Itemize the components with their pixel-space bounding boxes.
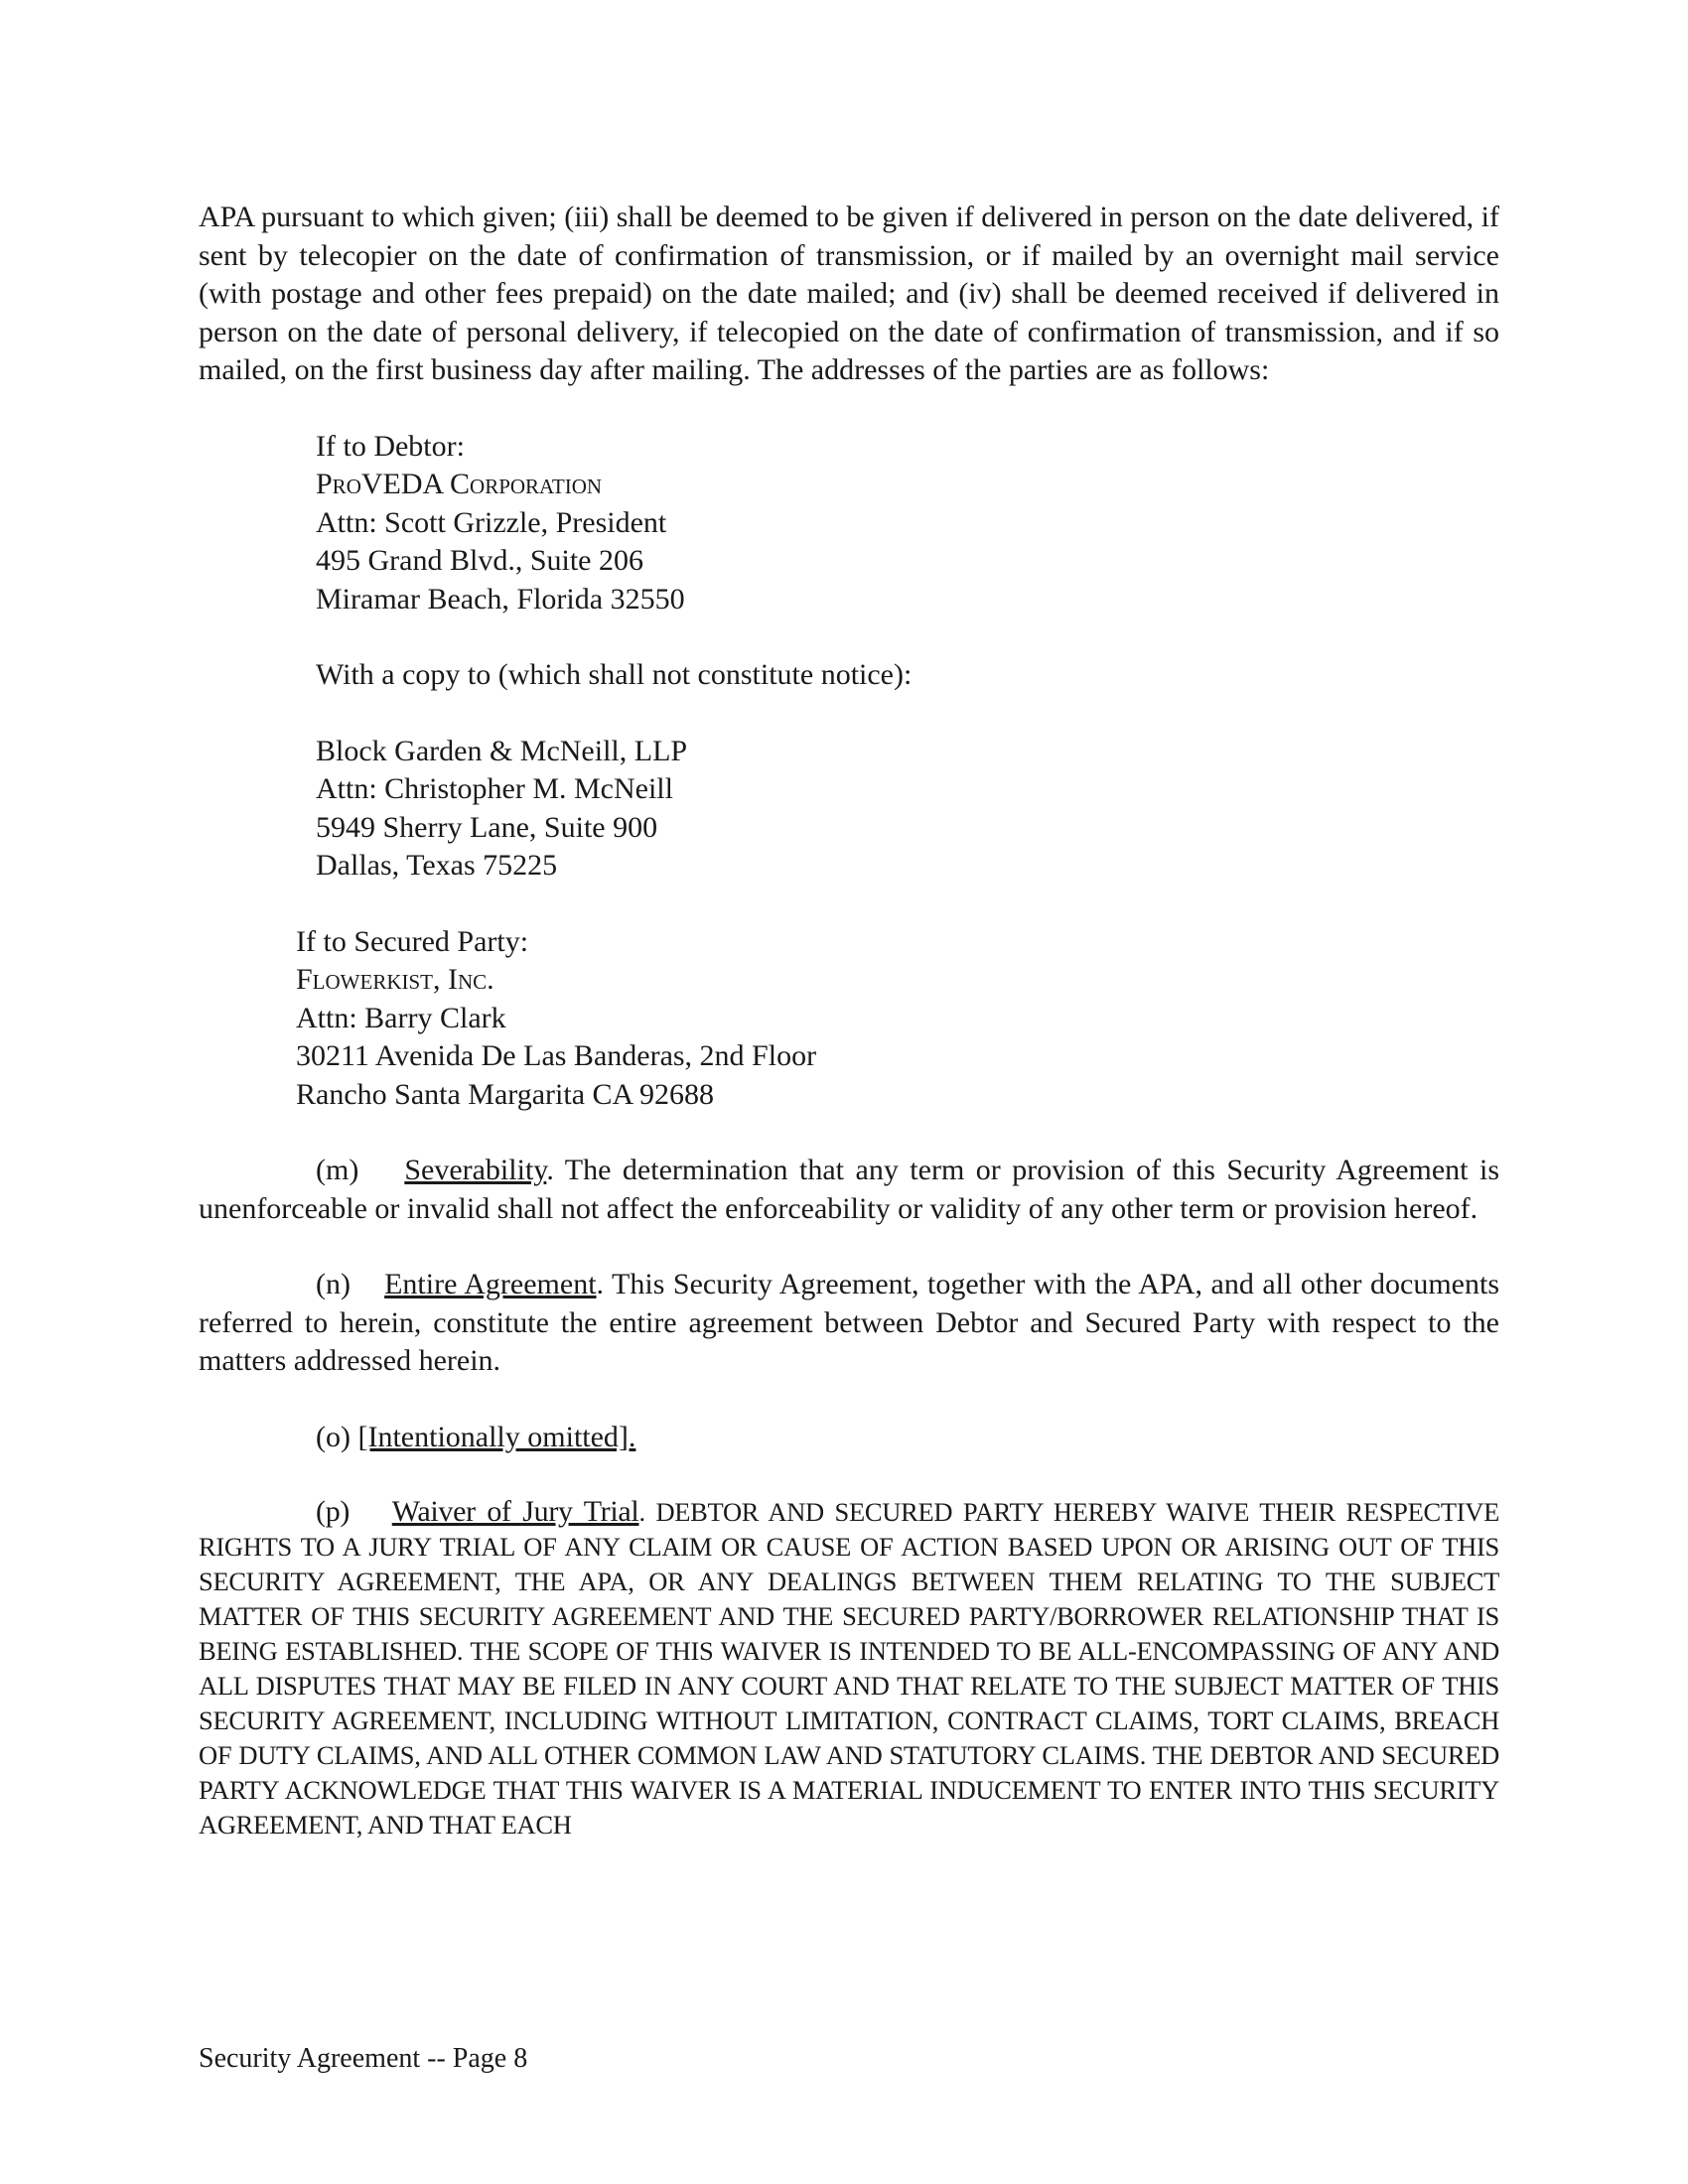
- section-m-text: . The determination that any term or provision of this Security Agreement is unenforceable or invalid shall not affect the enforceability or validity of any other term or provision hereof.: [199, 1154, 1500, 1225]
- secured-party-company: Flowerkist, Inc.: [296, 963, 494, 996]
- section-p-label: (p): [316, 1495, 351, 1528]
- section-m-label: (m): [316, 1154, 359, 1186]
- section-p-title: Waiver of Jury Trial: [391, 1495, 639, 1528]
- section-p: [199, 1494, 1499, 1843]
- copy-attn: Attn: Christopher M. McNeill: [316, 772, 673, 805]
- secured-party-city: Rancho Santa Margarita CA 92688: [296, 1077, 715, 1111]
- copy-firm: Block Garden & McNeill, LLP: [316, 734, 688, 767]
- debtor-address-block: [316, 428, 1499, 619]
- document-page: [199, 199, 1499, 1843]
- section-m-title: Severability: [404, 1154, 547, 1186]
- debtor-heading: If to Debtor:: [316, 429, 465, 463]
- page-footer: Security Agreement -- Page 8: [199, 2043, 528, 2074]
- section-n-title: Entire Agreement: [384, 1268, 597, 1300]
- notice-paragraph: APA pursuant to which given; (iii) shall be deemed to be given if delivered in person on the date delivered, if sent by telecopier on the date of confirmation of transmission, or if mailed by an overnight mail service (with postage and other fees prepaid) on the date mailed; and (iv) shall be deemed received if delivered in person on the date of personal delivery, if telecopied on the date of confirmation of transmission, and if so mailed, on the first business day after mailing. The addresses of the parties are as follows:: [199, 201, 1499, 386]
- secured-party-address-block: [296, 923, 1499, 1115]
- section-p-text: . DEBTOR AND SECURED PARTY HEREBY WAIVE THEIR RESPECTIVE RIGHTS TO A JURY TRIAL OF ANY CLAIM OR CAUSE OF ACTION BASED UPON OR ARISING OUT OF THIS SECURITY AGREEMENT, THE APA, OR ANY DEALINGS BETWEEN THEM RELATING TO THE SUBJECT MATTER OF THIS SECURITY AGREEMENT AND THE SECURED PARTY/BORROWER RELATIONSHIP THAT IS BEING ESTABLISHED. THE SCOPE OF THIS WAIVER IS INTENDED TO BE ALL-ENCOMPASSING OF ANY AND ALL DISPUTES THAT MAY BE FILED IN ANY COURT AND THAT RELATE TO THE SUBJECT MATTER OF THIS SECURITY AGREEMENT, INCLUDING WITHOUT LIMITATION, CONTRACT CLAIMS, TORT CLAIMS, BREACH OF DUTY CLAIMS, AND ALL OTHER COMMON LAW AND STATUTORY CLAIMS. THE DEBTOR AND SECURED PARTY ACKNOWLEDGE THAT THIS WAIVER IS A MATERIAL INDUCEMENT TO ENTER INTO THIS SECURITY AGREEMENT, AND THAT EACH: [199, 1497, 1500, 1840]
- section-m: [199, 1152, 1499, 1228]
- section-n-text: . This Security Agreement, together with the APA, and all other documents referred to herein, constitute the entire agreement between Debtor and Secured Party with respect to the matters addressed herein.: [199, 1268, 1500, 1377]
- section-n-label: (n): [316, 1268, 351, 1300]
- section-o: [199, 1419, 1499, 1457]
- debtor-attn: Attn: Scott Grizzle, President: [316, 505, 667, 539]
- copy-note-text: With a copy to (which shall not constitute notice):: [316, 658, 913, 691]
- section-n: [199, 1266, 1499, 1381]
- copy-address-block: [316, 733, 1499, 886]
- copy-city: Dallas, Texas 75225: [316, 849, 558, 882]
- debtor-company: ProVEDA Corporation: [316, 468, 603, 500]
- section-o-text: [Intentionally omitted].: [357, 1420, 636, 1453]
- secured-party-attn: Attn: Barry Clark: [296, 1001, 506, 1034]
- copy-note: [316, 656, 1499, 695]
- debtor-street: 495 Grand Blvd., Suite 206: [316, 544, 643, 577]
- section-o-label: (o): [316, 1420, 351, 1453]
- section-p-body: [199, 1494, 1499, 1843]
- secured-party-street: 30211 Avenida De Las Banderas, 2nd Floor: [296, 1039, 817, 1072]
- debtor-city: Miramar Beach, Florida 32550: [316, 582, 685, 615]
- copy-street: 5949 Sherry Lane, Suite 900: [316, 810, 658, 844]
- secured-party-heading: If to Secured Party:: [296, 924, 529, 958]
